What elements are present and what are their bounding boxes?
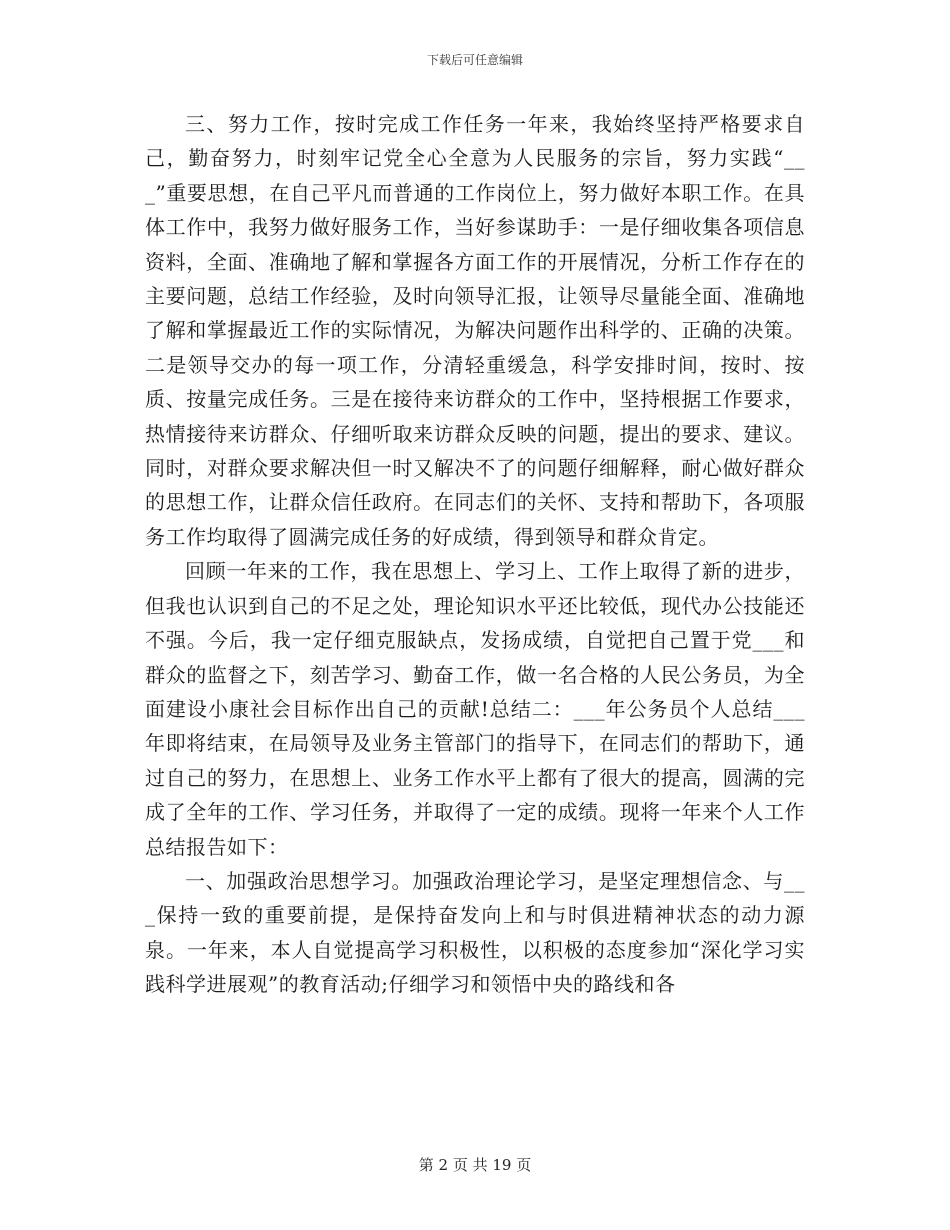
- page-header: 下载后可任意编辑: [426, 53, 523, 67]
- paragraph-section-three: 三、努力工作，按时完成工作任务一年来，我始终坚持严格要求自己，勤奋努力，时刻牢记党全心全意为人民服务的宗旨，努力实践“___”重要思想，在自己平凡而普通的工作岗位上，努力做好本职工作。在具体工作中，我努力做好服务工作，当好参谋助手：一是仔细收集各项信息资料，全面、准确地了解和掌握各方面工作的开展情况，分析工作存在的主要问题，总结工作经验，及时向领导汇报，让领导尽量能全面、准确地了解和掌握最近工作的实际情况，为解决问题作出科学的、正确的决策。二是领导交办的每一项工作，分清轻重缓急，科学安排时间，按时、按质、按量完成任务。三是在接待来访群众的工作中，坚持根据工作要求，热情接待来访群众、仔细听取来访群众反映的问题，提出的要求、建议。同时，对群众要求解决但一时又解决不了的问题仔细解释，耐心做好群众的思想工作，让群众信任政府。在同志们的关怀、支持和帮助下，各项服务工作均取得了圆满完成任务的好成绩，得到领导和群众肯定。: [145, 112, 805, 549]
- paragraph-review: 回顾一年来的工作，我在思想上、学习上、工作上取得了新的进步，但我也认识到自己的不足之处，理论知识水平还比较低，现代办公技能还不强。今后，我一定仔细克服缺点，发扬成绩，自觉把自己置于党___和群众的监督之下，刻苦学习、勤奋工作，做一名合格的人民公务员，为全面建设小康社会目标作出自己的贡献!总结二：___年公务员个人总结___年即将结束，在局领导及业务主管部门的指导下，在同志们的帮助下，通过自己的努力，在思想上、业务工作水平上都有了很大的提高，圆满的完成了全年的工作、学习任务，并取得了一定的成绩。现将一年来个人工作总结报告如下：: [145, 559, 805, 859]
- document-body: [145, 107, 805, 1002]
- page-number: 第 2 页 共 19 页: [418, 1156, 532, 1174]
- paragraph-political-study: 一、加强政治思想学习。加强政治理论学习，是坚定理想信念、与___保持一致的重要前提，是保持奋发向上和与时俱进精神状态的动力源泉。一年来，本人自觉提高学习积极性，以积极的态度参加“深化学习实践科学进展观”的教育活动;仔细学习和领悟中央的路线和各: [145, 868, 805, 997]
